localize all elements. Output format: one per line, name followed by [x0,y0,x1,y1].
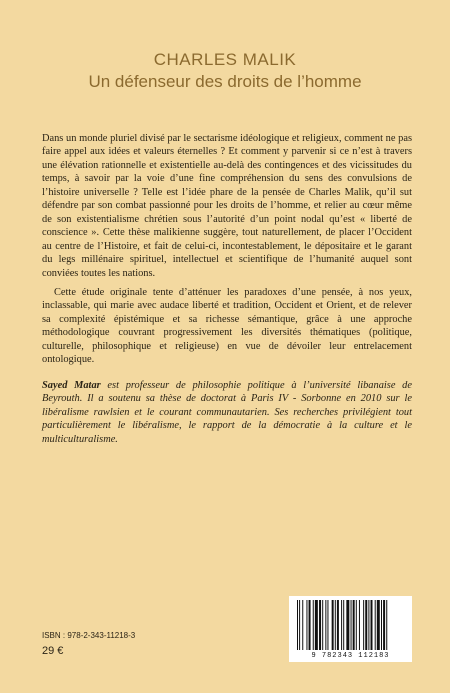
bio-text: est professeur de philosophie politique à l’université libanaise de Beyrouth. Il a soutenu sa thèse de doctorat à Paris IV - Sorbonne en 2010 sur le libéralisme rawlsien et le courant communautarien. Ses recherches privilégient tout particulièrement le libéralisme, le rapport de la démocratie à la culture et le multiculturalisme. [42,379,412,445]
book-author-title: CHARLES MALIK [153,50,297,69]
price: 29 € [42,645,64,657]
blurb-paragraph-2: Cette étude originale tente d’atténuer les paradoxes d’une pensée, à nos yeux, inclassable, qui marie avec audace liberté et tradition, Occident et Orient, et de relever sa complexité épistémique et sa richesse sémantique, grâce à une approche méthodologique couvrant progressivement les diversités thématiques (politique, culturelle, philosophique et religieuse) en vue de dévoiler leur entrelacement ontologique. [42,286,412,366]
book-subtitle: Un défenseur des droits de l’homme [88,72,362,91]
barcode-bar [353,600,355,650]
barcode-digits: 9 782343 112183 [311,652,390,660]
barcode-bar [346,600,349,650]
barcode-bar [306,600,307,650]
barcode-bar [299,600,300,650]
barcode-bar [359,600,360,650]
barcode-bar [371,600,373,650]
barcode-bar [368,600,369,650]
barcode-bars [297,600,404,650]
barcode-bar [309,600,311,650]
barcode-bar [313,600,314,650]
title-block [0,50,450,92]
barcode-bar [343,600,344,650]
barcode-bar [302,600,303,650]
barcode-bar [332,600,334,650]
barcode-bar [386,600,387,650]
author-bio [42,379,412,446]
barcode-bar [381,600,382,650]
bio-author-name: Sayed Matar [42,379,101,391]
barcode-bar [365,600,367,650]
barcode-bar [315,600,318,650]
blurb-paragraph-1: Dans un monde pluriel divisé par le sectarisme idéologique et religieux, comment ne pas faire appel aux idées et valeurs éternelles ? Et comment y parvenir si ce n’est à travers une élévation rationnelle et existentielle au-delà des contingences et des vicissitudes du temps, à savoir par la voie d’une fine compréhension du sens des convulsions de l’histoire universelle ? Telle est l’idée phare de la pensée de Charles Malik, qu’il sut défendre par son combat passionné pour les droits de l’homme, et relier au cœur même de son existentialisme chrétien sous l’autorité d’un point nodal qu’est « liberté de conscience ». Cette thèse malikienne suggère, tout naturellement, de placer l’Occident au centre de l’Histoire, et fait de celui-ci, incontestablement, le dépositaire et le garant du legs millénaire spirituel, intellectuel et scientifique de l’humanité auquel sont conviées toutes les nations. [42,133,412,279]
barcode-bar [327,600,328,650]
barcode-bar [383,600,385,650]
barcode-bar [322,600,323,650]
blurb [42,132,412,452]
barcode-bar [297,600,298,650]
barcode-bar [341,600,342,650]
barcode-bar [363,600,364,650]
barcode-bar [356,600,357,650]
barcode-bar [319,600,321,650]
barcode-bar [375,600,376,650]
barcode-bar [325,600,326,650]
isbn: ISBN : 978-2-343-11218-3 [42,631,136,640]
barcode-bar [377,600,380,650]
barcode-bar [337,600,339,650]
barcode [289,596,412,662]
barcode-bar [351,600,352,650]
barcode-bar [335,600,336,650]
